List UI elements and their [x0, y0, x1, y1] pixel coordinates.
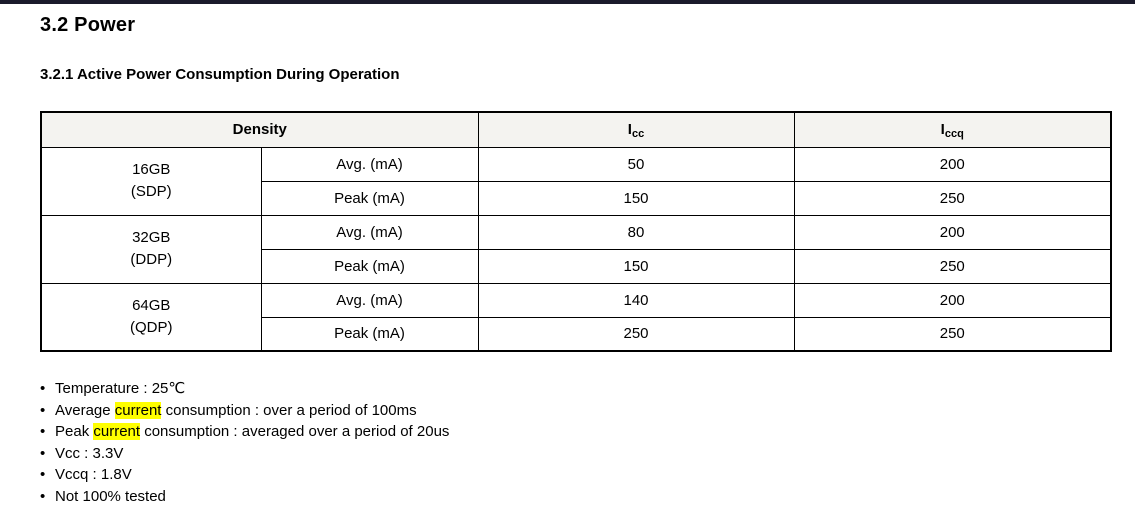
density-cell-32gb — [41, 215, 261, 283]
icc-value-cell: 250 — [478, 317, 794, 351]
package-type: (QDP) — [130, 318, 173, 336]
note-average-current — [40, 400, 1135, 422]
density-value: 32GB — [132, 229, 171, 246]
iccq-value-cell: 250 — [794, 181, 1111, 215]
measure-label-cell: Peak (mA) — [261, 249, 478, 283]
note-text: Peak — [55, 423, 94, 440]
density-value: 64GB — [132, 296, 171, 314]
highlighted-text: current — [114, 401, 162, 419]
table-header-row — [41, 112, 1111, 147]
table-row — [41, 283, 1111, 317]
note-vccq — [40, 464, 1135, 486]
icc-value-cell: 150 — [478, 181, 794, 215]
highlighted-text: current — [93, 423, 141, 440]
note-text: Not 100% tested — [55, 487, 166, 505]
iccq-value-cell: 200 — [794, 147, 1111, 181]
note-text: Vcc : 3.3V — [55, 444, 124, 462]
measure-label-cell: Peak (mA) — [261, 317, 478, 351]
note-vcc — [40, 443, 1135, 465]
density-value: 16GB — [132, 161, 171, 178]
measure-label-cell: Avg. (mA) — [261, 283, 478, 317]
iccq-value-cell: 250 — [794, 317, 1111, 351]
note-not-tested — [40, 486, 1135, 508]
note-text: consumption : over a period of 100ms — [161, 401, 417, 419]
icc-value-cell: 50 — [478, 147, 794, 181]
iccq-header-cell — [794, 112, 1111, 147]
table-row — [41, 215, 1111, 249]
density-cell-16gb — [41, 147, 261, 215]
icc-label: $I_{cc}$ — [627, 121, 645, 141]
icc-value-cell: 80 — [478, 215, 794, 249]
measure-label-cell: Avg. (mA) — [261, 147, 478, 181]
iccq-value-cell: 250 — [794, 249, 1111, 283]
note-text: Temperature : 25℃ — [55, 380, 186, 397]
power-consumption-table — [40, 111, 1112, 352]
notes-list — [40, 378, 1135, 507]
note-peak-current — [40, 421, 1135, 443]
icc-value-cell: 150 — [478, 249, 794, 283]
subsection-title: 3.2.1 Active Power Consumption During Operation — [40, 66, 400, 83]
iccq-value-cell: 200 — [794, 283, 1111, 317]
package-type: (DDP) — [130, 251, 173, 268]
note-text: Average — [55, 401, 115, 419]
density-header-cell: Density — [41, 112, 478, 147]
measure-label-cell: Avg. (mA) — [261, 215, 478, 249]
table-row — [41, 147, 1111, 181]
density-cell-64gb — [41, 283, 261, 351]
measure-label-cell: Peak (mA) — [261, 181, 478, 215]
package-type: (SDP) — [130, 183, 172, 200]
icc-value-cell: 140 — [478, 283, 794, 317]
iccq-value-cell: 200 — [794, 215, 1111, 249]
note-temperature — [40, 378, 1135, 400]
note-text: Vccq : 1.8V — [55, 466, 132, 483]
note-text: consumption : averaged over a period of 20us — [140, 423, 450, 440]
icc-header-cell — [478, 112, 794, 147]
section-title: 3.2 Power — [40, 14, 136, 36]
iccq-label: $I_{ccq}$ — [940, 121, 964, 141]
